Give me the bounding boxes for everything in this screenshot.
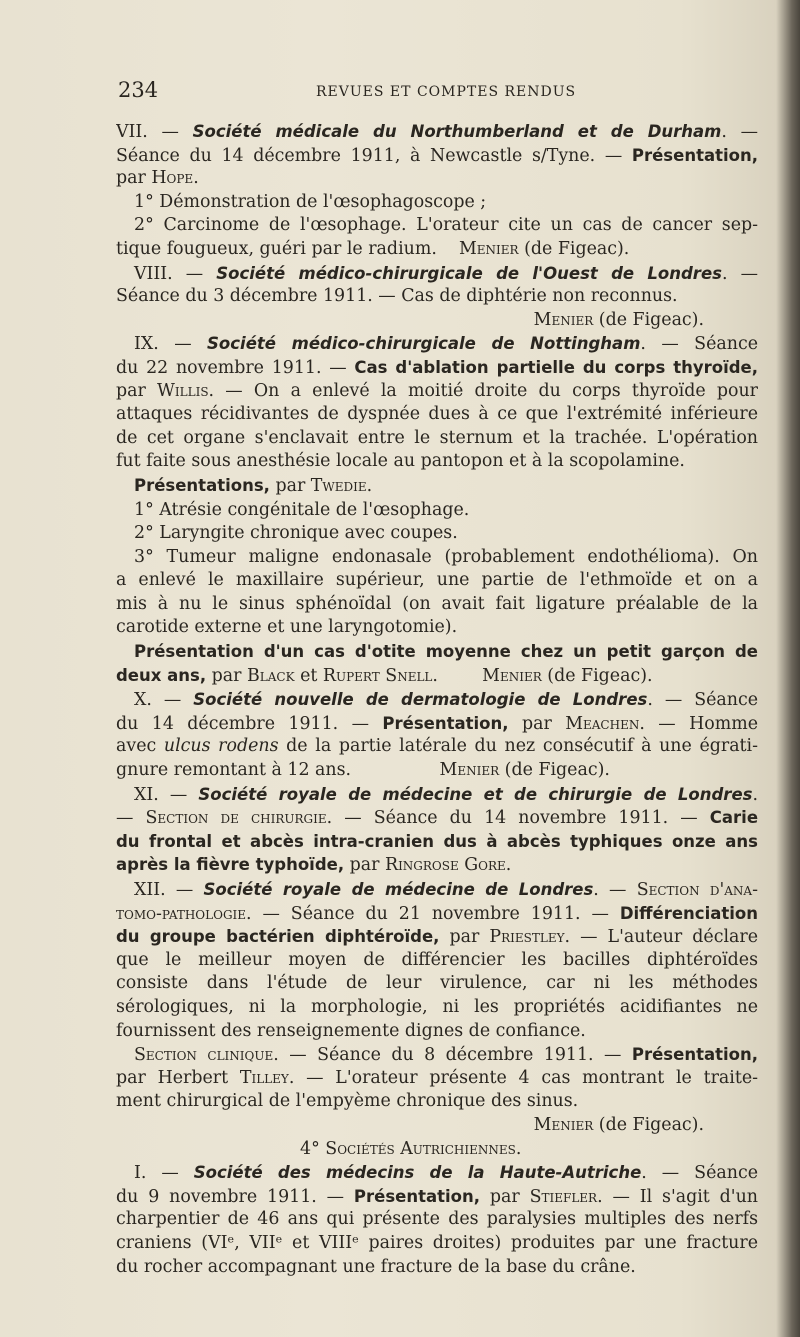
text-segment: .: [752, 784, 758, 805]
text-line: [116, 332, 758, 356]
text-segment: 1° Démonstration de l'œsophagoscope ;: [134, 191, 487, 212]
text-line: [116, 238, 758, 262]
text-segment: Cas d'ablation partielle du corps thyroïde,: [354, 357, 758, 377]
text-segment: Société médicale du Northumberland et de Durham: [192, 122, 722, 141]
text-segment: (de Figeac).: [541, 665, 653, 686]
text-segment: Société royale de médecine de Londres: [203, 880, 594, 899]
page-body: [116, 120, 758, 1279]
text-line: [116, 712, 758, 736]
text-line: [116, 1138, 758, 1162]
text-segment: Séance du 14 décembre 1911, à Newcastle s/Tyne. —: [116, 145, 632, 166]
text-line: [116, 1043, 758, 1067]
text-segment: Menier: [533, 309, 594, 330]
text-segment: . — Séance: [647, 690, 758, 711]
text-segment: .: [505, 855, 512, 876]
text-segment: Présentation,: [631, 1045, 758, 1065]
text-segment: du 22 novembre 1911. —: [116, 357, 355, 378]
text-segment: Section d'ana-: [636, 880, 758, 900]
text-segment: Différenciation: [619, 903, 758, 923]
text-segment: Carie: [709, 808, 758, 828]
text-line: [116, 499, 758, 523]
text-segment: par: [116, 168, 152, 189]
text-segment: mis à nu le sinus sphénoïdal (on avait fait ligature préalable de la: [116, 593, 758, 614]
text-line: [116, 380, 758, 404]
text-segment: Menier: [439, 760, 500, 781]
text-segment: craniens (VIᵉ, VIIᵉ et VIIIᵉ paires droites) produites par une fracture: [116, 1232, 758, 1253]
text-segment: ment chirurgical de l'empyème chronique des sinus.: [116, 1091, 579, 1112]
text-segment: .: [366, 475, 373, 496]
text-segment: (de Figeac).: [593, 1114, 704, 1135]
text-segment: Hope: [151, 168, 194, 189]
text-line: [116, 830, 758, 854]
text-line: [116, 759, 758, 783]
text-segment: IX. —: [134, 334, 208, 355]
text-line: [116, 1161, 758, 1185]
text-line: [116, 1114, 758, 1138]
text-segment: ulcus rodens: [163, 736, 279, 757]
text-segment: . — Homme: [639, 713, 758, 734]
text-segment: attaques récidivantes de dyspnée dues à ce que l'extrémité inférieure: [116, 404, 758, 425]
text-line: [116, 593, 758, 617]
text-line: [116, 783, 758, 807]
text-segment: .: [193, 168, 199, 189]
text-segment: 2° Carcinome de l'œsophage. L'orateur cite un cas de cancer sep-: [134, 215, 758, 236]
text-segment: . —: [721, 122, 758, 142]
text-line: [116, 640, 758, 664]
text-segment: . — Séance: [640, 334, 758, 355]
text-line: [116, 853, 758, 878]
text-line: [116, 285, 758, 309]
text-line: [116, 1232, 758, 1256]
text-line: [116, 262, 758, 286]
text-segment: tique fougueux, guéri par le radium.: [116, 238, 459, 259]
text-line: [116, 144, 758, 168]
text-segment: tomo-pathologie: [116, 903, 247, 924]
text-segment: du 14 décembre 1911. —: [116, 713, 383, 734]
text-line: [116, 996, 758, 1020]
text-segment: Présentation,: [382, 713, 509, 733]
text-line: [116, 191, 758, 215]
text-segment: XII. —: [134, 880, 204, 900]
text-segment: . — Séance du 14 novembre 1911. —: [326, 808, 710, 829]
text-segment: par Herbert: [116, 1067, 240, 1088]
text-segment: Menier: [458, 238, 519, 259]
text-line: [116, 309, 758, 333]
text-segment: par: [269, 475, 311, 496]
text-segment: du 9 novembre 1911. —: [116, 1186, 354, 1207]
text-segment: Priestley: [489, 927, 565, 948]
text-segment: 2° Laryngite chronique avec coupes.: [134, 523, 458, 544]
text-line: [116, 664, 758, 689]
text-segment: Tilley: [239, 1067, 289, 1088]
text-segment: du rocher accompagnant une fracture de la base du crâne.: [116, 1256, 636, 1277]
text-segment: XI. —: [134, 784, 199, 805]
text-segment: I. —: [134, 1163, 194, 1184]
text-line: [116, 1256, 758, 1280]
text-segment: Section de chirurgie: [145, 808, 327, 829]
text-segment: consiste dans l'étude de leur virulence, car ni les méthodes: [116, 973, 758, 994]
text-segment: —: [116, 808, 146, 829]
text-segment: Menier: [533, 1114, 594, 1135]
text-line: [116, 450, 758, 474]
text-segment: sérologiques, ni la morphologie, ni les propriétés acidifiantes ne: [116, 996, 758, 1017]
text-segment: 3° Tumeur maligne endonasale (probablement endothélioma). On: [134, 546, 758, 567]
text-segment: charpentier de 46 ans qui présente des paralysies multiples des nerfs: [116, 1209, 758, 1230]
text-line: [116, 546, 758, 570]
text-segment: avec: [116, 736, 164, 757]
text-segment: VII. —: [116, 122, 193, 142]
text-segment: de cet organe s'enclavait entre le sternum et la trachée. L'opération: [116, 427, 758, 448]
page-number: 234: [118, 78, 159, 102]
text-line: [116, 214, 758, 238]
text-segment: Sociétés Autrichiennes: [325, 1138, 516, 1159]
text-segment: Société nouvelle de dermatologie de Londres: [193, 690, 648, 710]
text-segment: Menier: [482, 665, 542, 686]
text-segment: de la partie latérale du nez consécutif à une égrati-: [278, 736, 758, 757]
text-segment: Société royale de médecine et de chirurgie de Londres: [198, 784, 753, 804]
text-line: [116, 403, 758, 427]
text-segment: Présentation,: [353, 1186, 481, 1206]
text-segment: Séance du 3 décembre 1911. — Cas de diphtérie non reconnus.: [116, 286, 678, 307]
text-segment: Société médico-chirurgicale de Nottingham: [207, 334, 641, 354]
text-line: [116, 1090, 758, 1114]
running-head: REVUES ET COMPTES RENDUS: [316, 84, 577, 100]
text-segment: Société des médecins de la Haute-Autriche: [193, 1163, 642, 1183]
text-segment: .: [515, 1138, 522, 1159]
text-segment: Willis: [157, 380, 209, 401]
text-segment: par: [439, 927, 490, 948]
text-segment: Présentations,: [134, 475, 270, 495]
text-segment: fournissent des renseignemente dignes de confiance.: [116, 1020, 586, 1041]
text-segment: Société médico-chirurgicale de l'Ouest de Londres: [216, 263, 722, 283]
page-header: [118, 78, 760, 108]
text-segment: a enlevé le maxillaire supérieur, une partie de l'ethmoïde et on a: [116, 570, 758, 591]
text-segment: VIII. —: [134, 263, 217, 284]
text-segment: par: [480, 1186, 530, 1207]
text-segment: Section clinique: [134, 1045, 274, 1066]
text-segment: Présentation,: [631, 145, 758, 165]
text-segment: Meachen: [565, 713, 640, 734]
text-segment: par: [206, 665, 247, 686]
text-segment: Stiefler: [529, 1186, 598, 1207]
text-line: [116, 1185, 758, 1209]
text-segment: Ringrose Gore: [384, 855, 506, 876]
text-segment: 1° Atrésie congénitale de l'œsophage.: [134, 499, 470, 520]
text-segment: par: [344, 855, 385, 876]
text-segment: . — On a enlevé la moitié droite du corps thyroïde pour: [208, 380, 758, 401]
text-segment: X. —: [134, 690, 194, 711]
text-segment: par: [508, 713, 566, 734]
text-line: [116, 356, 758, 380]
text-segment: . —: [721, 263, 758, 284]
text-line: [116, 925, 758, 949]
text-segment: après la fièvre typhoïde,: [116, 855, 345, 875]
text-segment: du groupe bactérien diphtéroïde,: [116, 927, 440, 947]
text-line: [116, 522, 758, 546]
text-line: [116, 806, 758, 830]
text-segment: et: [294, 665, 323, 686]
text-segment: . —: [593, 880, 637, 900]
text-line: [116, 569, 758, 593]
text-segment: .: [432, 665, 483, 686]
text-line: [116, 1208, 758, 1232]
text-line: [116, 1020, 758, 1044]
text-segment: (de Figeac).: [499, 760, 610, 781]
text-segment: Rupert Snell: [322, 665, 433, 686]
text-line: [116, 474, 758, 499]
text-line: [116, 878, 758, 902]
text-line: [116, 688, 758, 712]
text-segment: . — Il s'agit d'un: [597, 1186, 758, 1207]
text-segment: Black: [246, 665, 295, 686]
text-segment: fut faite sous anesthésie locale au pantopon et à la scopolamine.: [116, 451, 685, 472]
text-line: [116, 427, 758, 451]
text-segment: (de Figeac).: [518, 238, 630, 259]
text-line: [116, 949, 758, 973]
text-segment: Twedie: [310, 475, 367, 496]
text-line: [116, 1067, 758, 1091]
text-segment: 4°: [300, 1138, 326, 1159]
text-segment: que le meilleur moyen de différencier les bacilles diphtéroïdes: [116, 949, 758, 970]
text-segment: (de Figeac).: [593, 309, 704, 330]
text-segment: gnure remontant à 12 ans.: [116, 760, 440, 781]
text-segment: . — Séance: [641, 1163, 758, 1184]
text-line: [116, 167, 758, 191]
text-segment: du frontal et abcès intra-cranien dus à abcès typhiques onze ans: [116, 831, 758, 851]
text-segment: . — L'orateur présente 4 cas montrant le traite-: [288, 1067, 758, 1088]
text-segment: deux ans,: [116, 665, 207, 685]
text-line: [116, 972, 758, 996]
text-segment: . — L'auteur déclare: [564, 927, 758, 948]
text-segment: carotide externe et une laryngotomie).: [116, 617, 458, 638]
text-segment: . — Séance du 21 novembre 1911. —: [246, 903, 620, 924]
text-segment: . — Séance du 8 décembre 1911. —: [273, 1045, 632, 1066]
text-line: [116, 120, 758, 144]
text-line: [116, 616, 758, 640]
text-segment: par: [116, 380, 158, 401]
text-line: [116, 735, 758, 759]
text-segment: Présentation d'un cas d'otite moyenne chez un petit garçon de: [134, 642, 758, 662]
text-line: [116, 902, 758, 926]
